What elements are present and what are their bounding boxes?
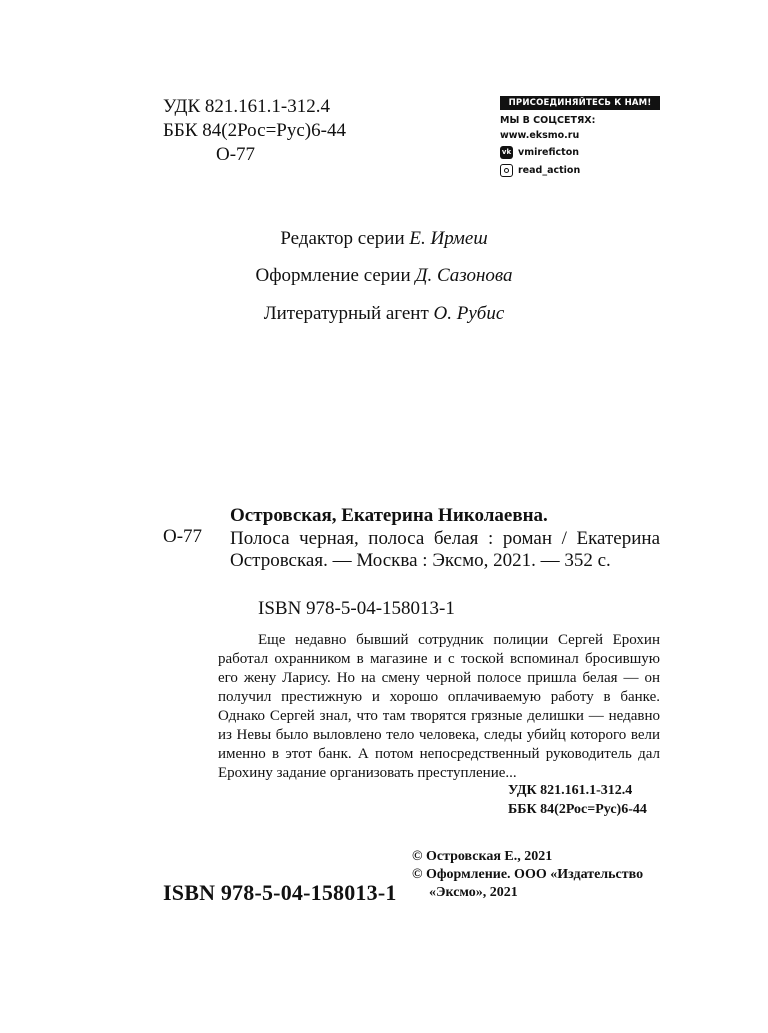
instagram-row[interactable] — [500, 161, 660, 179]
bbk-code: ББК 84(2Рос=Рус)6-44 — [163, 120, 346, 141]
bibliographic-isbn: ISBN 978-5-04-158013-1 — [258, 598, 455, 619]
instagram-icon — [500, 164, 513, 177]
credit-agent — [0, 303, 768, 325]
vk-icon: vk — [500, 146, 513, 159]
credit-role: Оформление серии — [255, 265, 411, 286]
copyright-block — [412, 848, 643, 902]
credit-role: Редактор серии — [280, 228, 405, 249]
social-banner: ПРИСОЕДИНЯЙТЕСЬ К НАМ! — [500, 96, 660, 110]
classification-footer — [508, 781, 647, 819]
instagram-handle: read_action — [518, 164, 581, 176]
udk-code: УДК 821.161.1-312.4 — [163, 96, 330, 117]
vk-handle: vmireficton — [518, 146, 579, 158]
credit-editor — [0, 228, 768, 250]
udk-code-footer: УДК 821.161.1-312.4 — [508, 783, 633, 798]
credit-design — [0, 265, 768, 287]
publisher-website-link[interactable]: www.eksmo.ru — [500, 130, 580, 141]
bbk-code-footer: ББК 84(2Рос=Рус)6-44 — [508, 802, 647, 817]
bibliographic-description: Полоса черная, полоса белая : роман / Екатерина Островская. — Москва : Эксмо, 2021. — 352 с. — [230, 528, 660, 571]
isbn-footer: ISBN 978-5-04-158013-1 — [163, 880, 397, 905]
social-block — [500, 96, 660, 179]
copyright-publisher: «Эксмо», 2021 — [429, 885, 518, 900]
credit-name: Е. Ирмеш — [409, 228, 488, 249]
social-subtitle: МЫ В СОЦСЕТЯХ: — [500, 115, 596, 126]
book-annotation: Еще недавно бывший сотрудник полиции Сергей Ерохин работал охранником в магазине и с тоской вспоминал бросившую его жену Ларису. Но на смену черной полосе пришла белая — он получил престижную и хорошо оплачиваемую работу в банке. Однако Сергей знал, что там творятся грязные делишки — недавно из Невы было выловлено тело человека, следы убийц которого вели именно в этот банк. А потом непосредственный руководитель дал Ерохину задание организовать преступление... — [218, 632, 660, 781]
credit-name: Д. Сазонова — [415, 265, 513, 286]
bibliographic-code: О-77 — [163, 526, 203, 547]
copyright-design: © Оформление. ООО «Издательство — [412, 867, 644, 882]
credit-role: Литературный агент — [263, 303, 429, 324]
classification-header — [163, 95, 346, 167]
bibliographic-author: Островская, Екатерина Николаевна. — [230, 505, 548, 526]
author-code: О-77 — [216, 144, 256, 165]
credit-name: О. Рубис — [433, 303, 505, 324]
copyright-author: © Островская Е., 2021 — [412, 849, 553, 864]
vk-row[interactable] — [500, 143, 660, 161]
